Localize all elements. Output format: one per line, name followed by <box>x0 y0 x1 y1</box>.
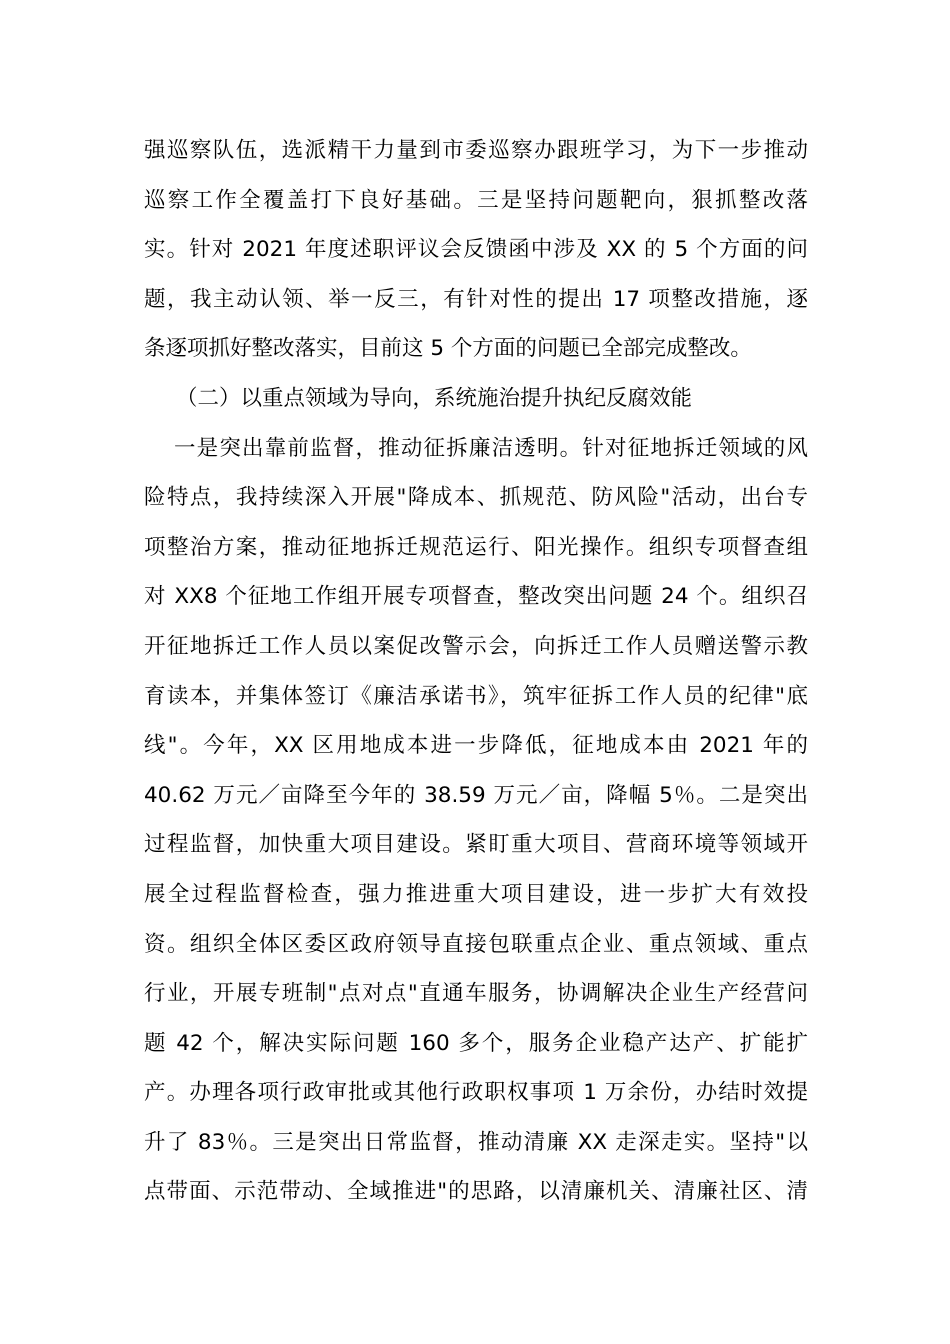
paragraph-line: 险特点，我持续深入开展"降成本、抓规范、防风险"活动，出台专 <box>144 485 808 511</box>
paragraph-line: 强巡察队伍，选派精干力量到市委巡察办跟班学习，为下一步推动 <box>144 138 808 163</box>
paragraph-line: 点带面、示范带动、全域推进"的思路，以清廉机关、清廉社区、清 <box>144 1179 808 1205</box>
paragraph-line: 对 XX8 个征地工作组开展专项督查，整改突出问题 24 个。组织召 <box>144 584 808 610</box>
paragraph-line: 产。办理各项行政审批或其他行政职权事项 1 万余份，办结时效提 <box>144 1080 808 1106</box>
paragraph-line: 条逐项抓好整改落实，目前这 5 个方面的问题已全部完成整改。 <box>144 336 752 362</box>
paragraph-line: 过程监督，加快重大项目建设。紧盯重大项目、营商环境等领域开 <box>144 832 808 858</box>
paragraph-line: 题 42 个，解决实际问题 160 多个，服务企业稳产达产、扩能扩 <box>144 1030 808 1056</box>
paragraph-line: 巡察工作全覆盖打下良好基础。三是坚持问题靶向，狠抓整改落 <box>144 187 808 213</box>
paragraph-line: 线"。今年，XX 区用地成本进一步降低，征地成本由 2021 年的 <box>144 733 808 759</box>
paragraph-line: 题，我主动认领、举一反三，有针对性的提出 17 项整改措施，逐 <box>144 286 808 312</box>
paragraph-line: 资。组织全体区委区政府领导直接包联重点企业、重点领域、重点 <box>144 931 808 957</box>
paragraph-line: 一是突出靠前监督，推动征拆廉洁透明。针对征地拆迁领域的风 <box>174 435 808 461</box>
paragraph-line: 行业，开展专班制"点对点"直通车服务，协调解决企业生产经营问 <box>144 981 808 1007</box>
paragraph-line: 展全过程监督检查，强力推进重大项目建设，进一步扩大有效投 <box>144 881 808 907</box>
paragraph-line: 育读本，并集体签订《廉洁承诺书》，筑牢征拆工作人员的纪律"底 <box>144 683 808 709</box>
document-body <box>144 126 808 1217</box>
paragraph-line: 开征地拆迁工作人员以案促改警示会，向拆迁工作人员赠送警示教 <box>144 633 808 659</box>
paragraph-line: 40.62 万元／亩降至今年的 38.59 万元／亩，降幅 5％。二是突出 <box>144 782 808 808</box>
paragraph-line: 项整治方案，推动征地拆迁规范运行、阳光操作。组织专项督查组 <box>144 534 808 560</box>
section-heading: （二）以重点领域为导向，系统施治提升执纪反腐效能 <box>176 385 693 411</box>
paragraph-line: 实。针对 2021 年度述职评议会反馈函中涉及 XX 的 5 个方面的问 <box>144 237 808 263</box>
paragraph-line: 升了 83％。三是突出日常监督，推动清廉 XX 走深走实。坚持"以 <box>144 1129 808 1155</box>
